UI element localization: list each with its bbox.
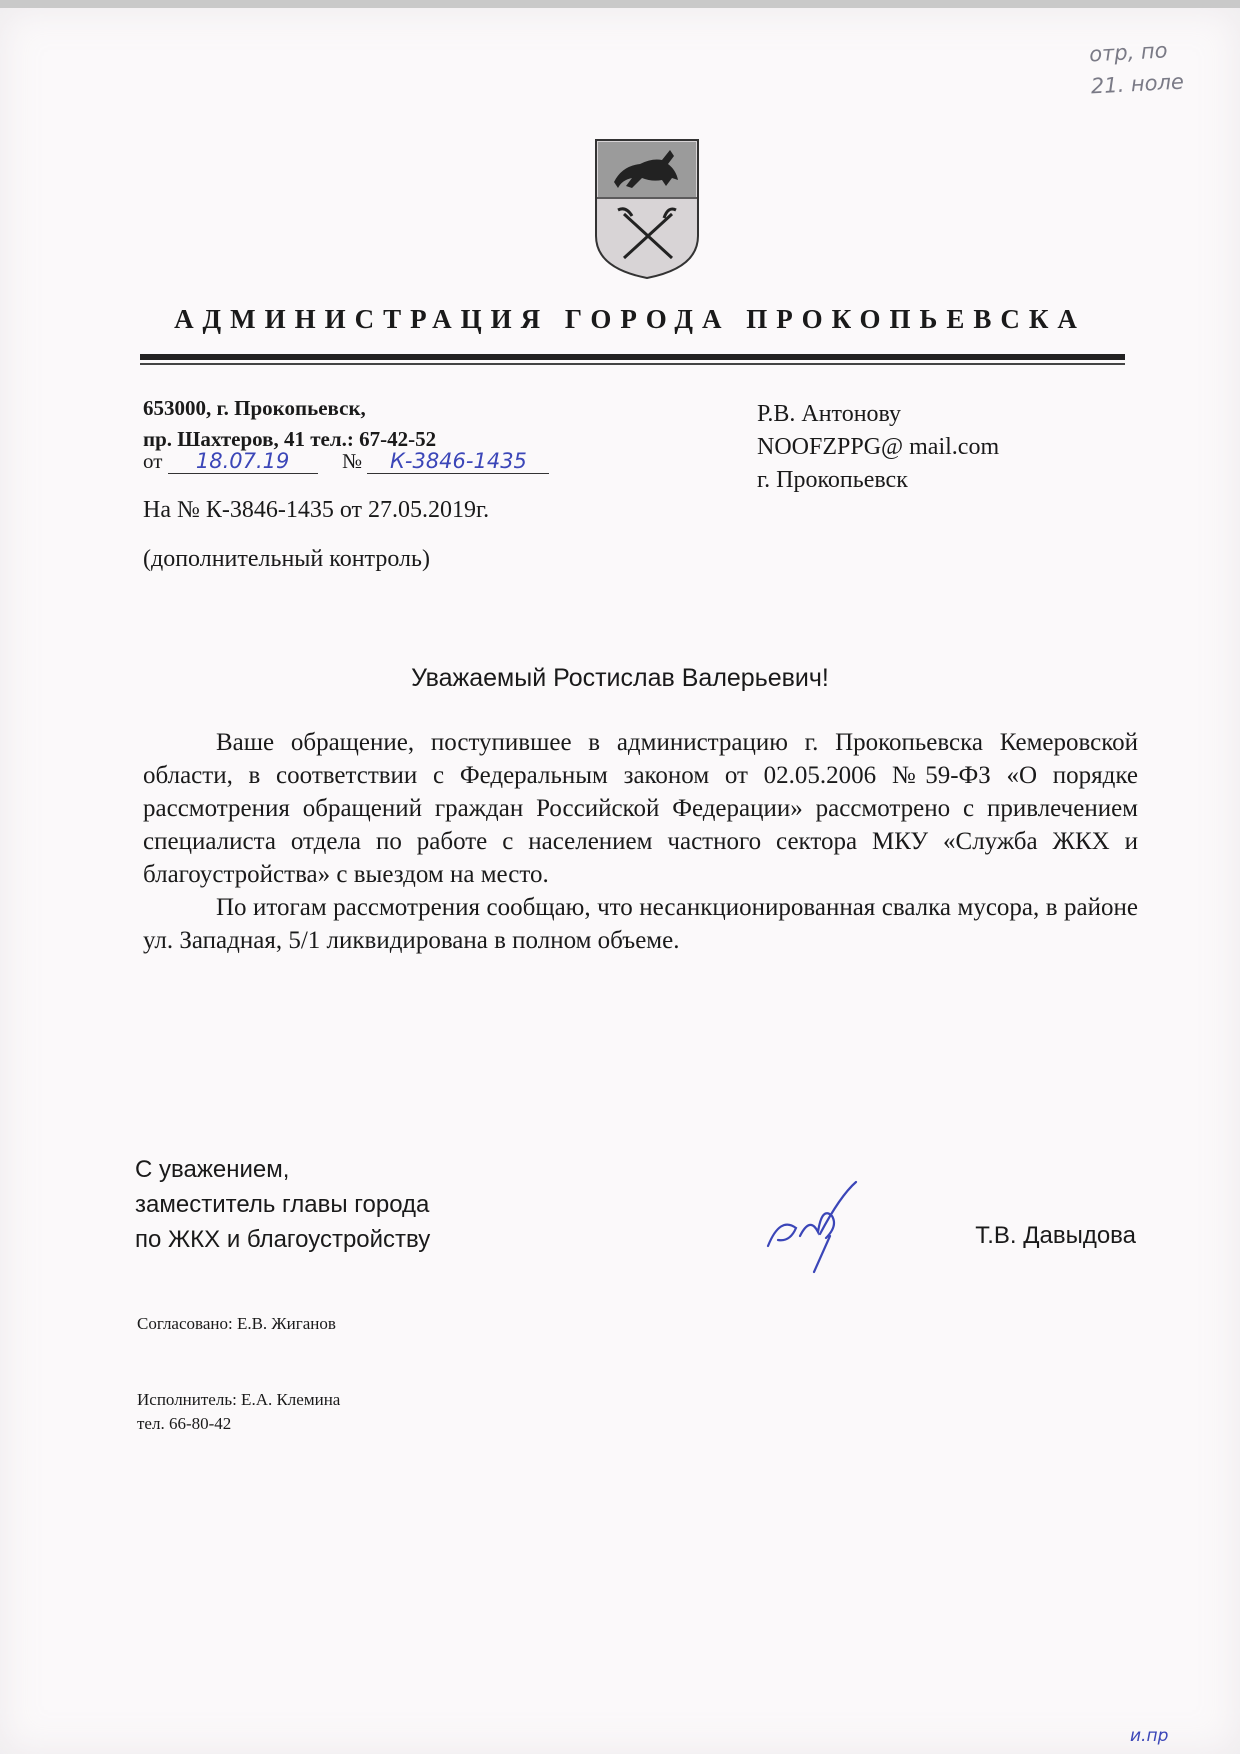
handwritten-bottom-note: и.пр [1130,1726,1169,1746]
sender-address-line2: пр. Шахтеров, 41 тел.: 67-42-52 [143,427,437,451]
prokopyevsk-coat-of-arms-icon [592,136,702,282]
outgoing-number: К-3846-1435 [367,449,549,474]
recipient-city: г. Прокопьевск [757,467,908,493]
closing-line3: по ЖКХ и благоустройству [135,1226,431,1253]
letter-body [143,726,1138,957]
organization-title: АДМИНИСТРАЦИЯ ГОРОДА ПРОКОПЬЕВСКА [174,304,1086,334]
body-paragraph-1: Ваше обращение, поступившее в администрацию г. Прокопьевска Кемеровской области, в соответствии с Федеральным законом от 02.05.2006 №59-ФЗ «О порядке рассмотрения обращений граждан Российской Федерации» рассмотрено с привлечением специалиста отдела по работе с населением частного сектора МКУ «Служба ЖКХ и благоустройства» с выездом на место. [143,729,1138,888]
sender-address [143,393,436,455]
date-prefix: от [143,449,163,473]
recipient-email: NOOFZPPG@ mail.com [757,434,1000,460]
corner-note-line1: отр, по [1088,38,1169,67]
header-rule-thin [140,363,1125,365]
recipient-block [757,398,999,497]
reply-reference: На № К-3846-1435 от 27.05.2019г. [143,497,490,523]
handwritten-signature [760,1176,870,1276]
handwritten-corner-note [1088,34,1184,103]
header-rule [140,354,1125,360]
letter-page [0,8,1240,1754]
agreed-by: Согласовано: Е.В. Жиганов [137,1314,336,1333]
signer-name: Т.В. Давыдова [975,1222,1136,1249]
corner-note-line2: 21. ноле [1090,69,1185,99]
closing-line2: заместитель главы города [135,1191,430,1218]
recipient-name: Р.В. Антонову [757,401,902,427]
executor-phone: тел. 66-80-42 [137,1414,232,1433]
executor-name: Исполнитель: Е.А. Клемина [137,1390,341,1409]
body-paragraph-2: По итогам рассмотрения сообщаю, что несанкционированная свалка мусора, в районе ул. Западная, 5/1 ликвидирована в полном объеме. [143,894,1138,954]
salutation: Уважаемый Ростислав Валерьевич! [411,664,829,692]
number-prefix: № [342,449,363,473]
outgoing-date: 18.07.19 [168,449,318,474]
sender-address-line1: 653000, г. Прокопьевск, [143,396,366,420]
executor-block [137,1388,340,1436]
control-note: (дополнительный контроль) [143,546,430,572]
outgoing-reference [143,449,549,474]
closing-block [135,1152,430,1257]
closing-line1: С уважением, [135,1156,290,1183]
